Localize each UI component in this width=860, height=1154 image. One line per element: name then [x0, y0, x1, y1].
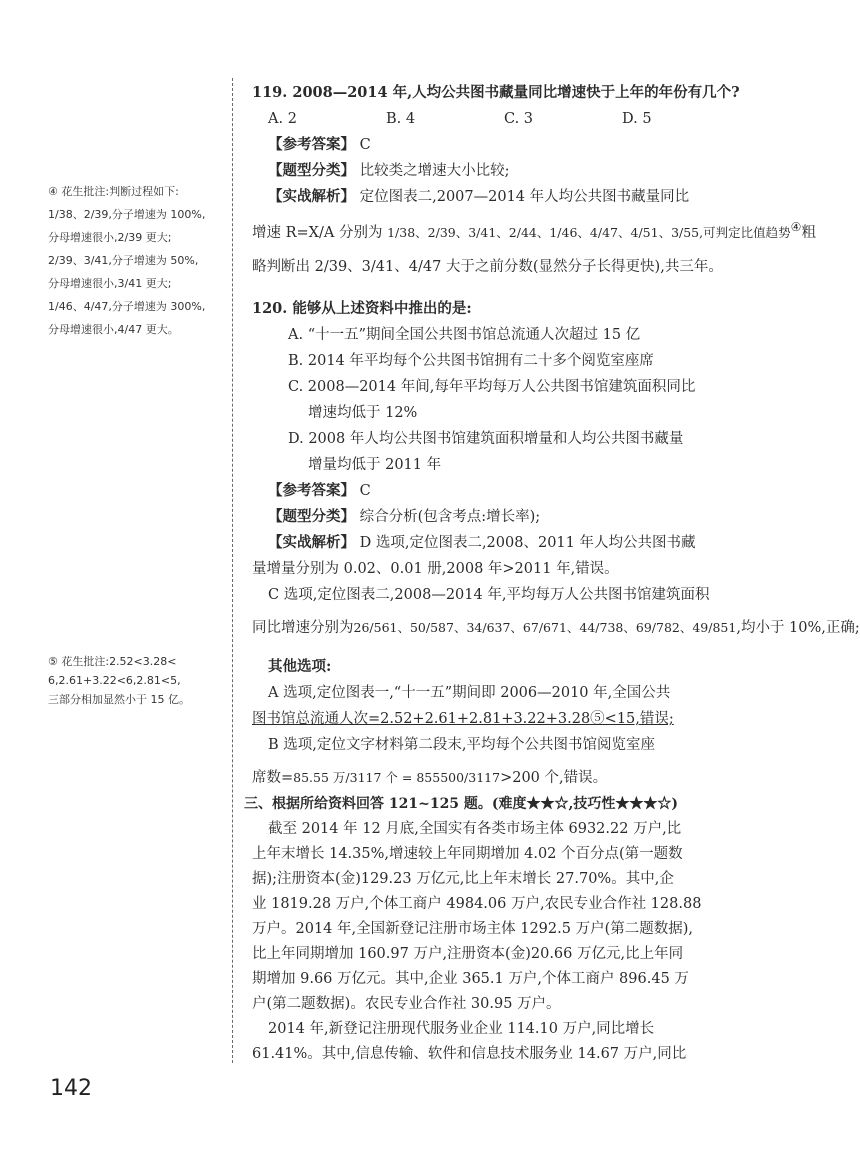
sidebar-note-5 [48, 652, 226, 709]
question-stem: 119. 2008—2014 年,人均公共图书藏量同比增速快于上年的年份有几个? [252, 84, 740, 101]
section-3 [244, 792, 762, 1067]
analysis-line: B 选项,定位文字材料第二段末,平均每个公共图书馆阅览室座 [268, 737, 655, 753]
type-label: 【题型分类】 [268, 162, 355, 179]
answer-value: C [359, 483, 371, 499]
question-stem: 120. 能够从上述资料中推出的是: [252, 300, 472, 317]
option-a: A. “十一五”期间全国公共图书馆总流通人次超过 15 亿 [288, 327, 641, 343]
answer-label: 【参考答案】 [268, 482, 355, 499]
margin-divider [232, 78, 233, 1063]
analysis-line: 增速 R=X/A 分别为 1/38、2/39、3/41、2/44、1/46、4/47、4/51、3/55,可判定比值趋势④粗 [252, 220, 816, 241]
other-options-heading: 其他选项: [268, 658, 332, 675]
paragraph-line: 上年末增长 14.35%,增速较上年同期增加 4.02 个百分点(第一题数 [252, 846, 683, 862]
answer-label: 【参考答案】 [268, 136, 355, 153]
analysis-line: 席数=85.55 万/3117 个 = 855500/3117>200 个,错误。 [252, 770, 608, 786]
type-label: 【题型分类】 [268, 508, 355, 525]
option-d-cont: 增量均低于 2011 年 [308, 457, 442, 473]
option-c: C. 2008—2014 年间,每年平均每万人公共图书馆建筑面积同比 [288, 379, 696, 395]
analysis-text: D 选项,定位图表二,2008、2011 年人均公共图书藏 [359, 535, 696, 551]
paragraph-line: 期增加 9.66 万亿元。其中,企业 365.1 万户,个体工商户 896.45 万 [252, 971, 689, 987]
analysis-line: C 选项,定位图表二,2008—2014 年,平均每万人公共图书馆建筑面积 [268, 587, 710, 603]
note-line: 分母增速很小,3/41 更大; [48, 277, 172, 290]
paragraph-line: 截至 2014 年 12 月底,全国实有各类市场主体 6932.22 万户,比 [268, 821, 682, 837]
note-line: ⑤ 花生批注:2.52<3.28< [48, 655, 177, 668]
note-line: ④ 花生批注:判断过程如下: [48, 185, 179, 198]
option-c: C. 3 [504, 111, 534, 127]
paragraph-line: 户(第二题数据)。农民专业合作社 30.95 万户。 [252, 996, 561, 1012]
paragraph-line: 据);注册资本(金)129.23 万亿元,比上年末增长 27.70%。其中,企 [252, 871, 674, 887]
note-line: 1/46、4/47,分子增速为 300%, [48, 300, 206, 313]
note-line: 分母增速很小,4/47 更大。 [48, 323, 179, 336]
option-c-cont: 增速均低于 12% [308, 405, 418, 421]
paragraph-line: 业 1819.28 万户,个体工商户 4984.06 万户,农民专业合作社 128.88 [252, 896, 702, 912]
analysis-line: 略判断出 2/39、3/41、4/47 大于之前分数(显然分子长得更快),共三年。 [252, 258, 723, 275]
answer-options [252, 106, 762, 132]
question-119 [252, 80, 816, 284]
paragraph-line: 2014 年,新登记注册现代服务业企业 114.10 万户,同比增长 [268, 1021, 655, 1037]
analysis-label: 【实战解析】 [268, 188, 355, 205]
analysis-label: 【实战解析】 [268, 534, 355, 551]
fraction-expression: 85.55 万/3117 个 = 855500/3117 [293, 770, 501, 785]
option-d: D. 2008 年人均公共图书馆建筑面积增量和人均公共图书藏量 [288, 431, 684, 447]
note-line: 分母增速很小,2/39 更大; [48, 231, 172, 244]
analysis-text: 定位图表二,2007—2014 年人均公共图书藏量同比 [359, 189, 690, 205]
analysis-line: A 选项,定位图表一,“十一五”期间即 2006—2010 年,全国公共 [268, 685, 671, 701]
paragraph-line: 61.41%。其中,信息传输、软件和信息技术服务业 14.67 万户,同比 [252, 1046, 687, 1062]
sidebar-note-4 [48, 180, 226, 341]
note-line: 1/38、2/39,分子增速为 100%, [48, 208, 206, 221]
option-a: A. 2 [268, 111, 297, 127]
type-value: 综合分析(包含考点:增长率); [359, 509, 541, 525]
note-line: 三部分相加显然小于 15 亿。 [48, 693, 190, 706]
fraction-list: 26/561、50/587、34/637、67/671、44/738、69/782、49/851 [353, 620, 737, 635]
page-number: 142 [50, 1076, 92, 1101]
option-b: B. 4 [386, 111, 416, 127]
option-d: D. 5 [622, 111, 652, 127]
note-line: 6,2.61+3.22<6,2.81<5, [48, 674, 181, 687]
note-line: 2/39、3/41,分子增速为 50%, [48, 254, 199, 267]
paragraph-line: 万户。2014 年,全国新登记注册市场主体 1292.5 万户(第二题数据), [252, 921, 693, 937]
section-heading: 三、根据所给资料回答 121~125 题。(难度★★☆,技巧性★★★☆) [244, 796, 679, 812]
answer-value: C [359, 137, 371, 153]
type-value: 比较类之增速大小比较; [359, 163, 510, 179]
question-120 [252, 296, 860, 798]
fraction-list: 1/38、2/39、3/41、2/44、1/46、4/47、4/51、3/55,可判定比值趋势 [387, 224, 791, 240]
analysis-line: 同比增速分别为26/561、50/587、34/637、67/671、44/738、69/782、49/851,均小于 10%,正确; [252, 620, 860, 636]
option-b: B. 2014 年平均每个公共图书馆拥有二十多个阅览室座席 [288, 353, 654, 369]
analysis-line: 图书馆总流通人次=2.52+2.61+2.81+3.22+3.28⑤<15,错误; [252, 711, 674, 727]
analysis-line: 量增量分别为 0.02、0.01 册,2008 年>2011 年,错误。 [252, 561, 619, 577]
paragraph-line: 比上年同期增加 160.97 万户,注册资本(金)20.66 万亿元,比上年同 [252, 946, 684, 962]
